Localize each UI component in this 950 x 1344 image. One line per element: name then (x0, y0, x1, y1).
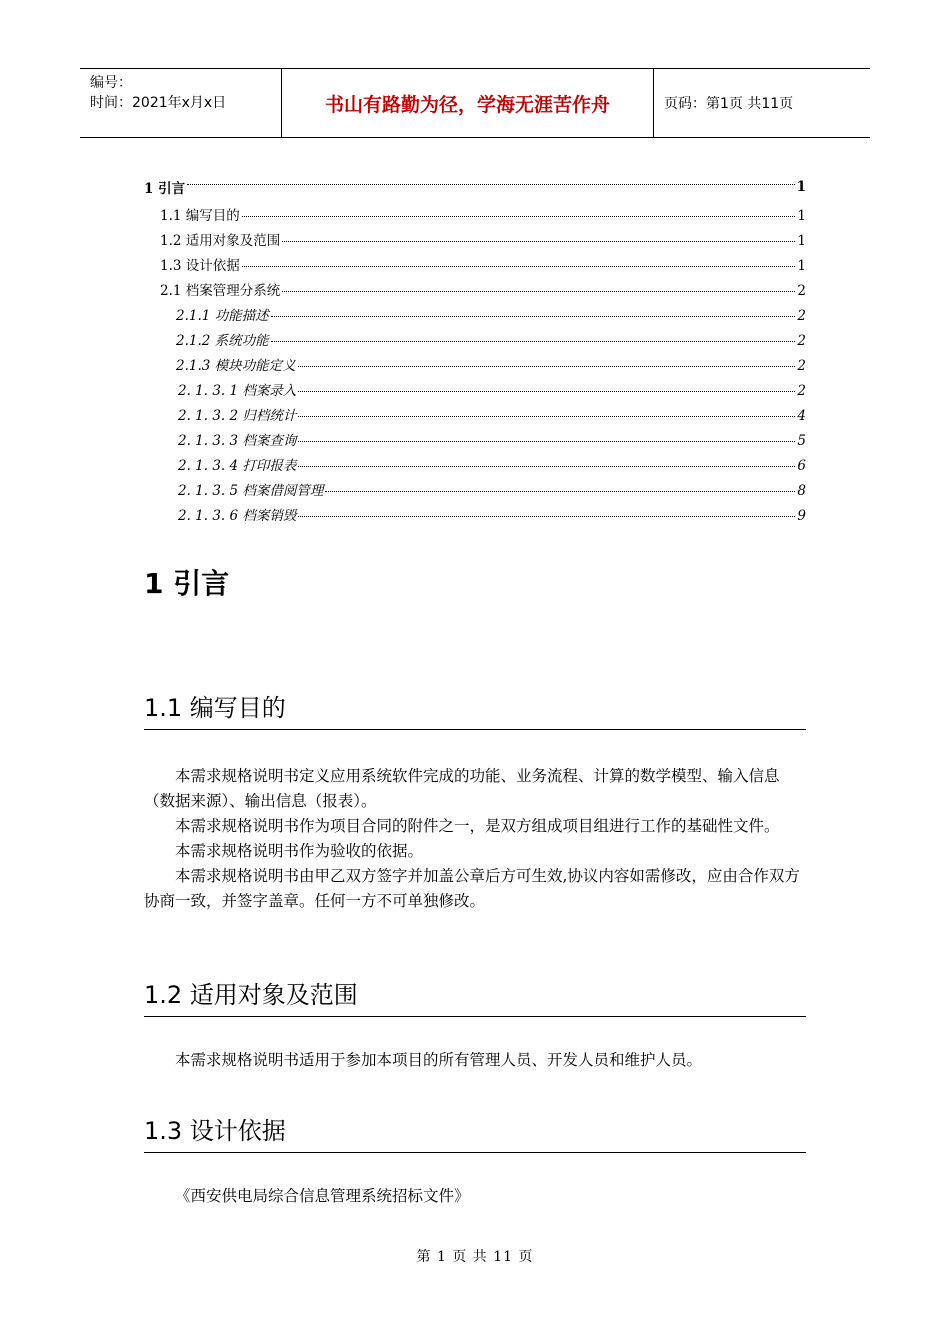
toc-leader-dots (242, 266, 796, 267)
toc-leader-dots (242, 216, 796, 217)
toc-entry[interactable] (144, 504, 806, 529)
toc-entry[interactable] (144, 279, 806, 304)
toc-entry-title: 1.3 设计依据 (160, 258, 240, 274)
toc-entry-page: 8 (797, 483, 806, 499)
toc-leader-dots (271, 341, 796, 342)
header-page-info: 页码：第1页 共11页 (664, 96, 794, 112)
toc-entry-page: 1 (797, 208, 806, 224)
toc-leader-dots (271, 316, 796, 317)
section-heading-1: 1 引言 (144, 567, 230, 600)
paragraph: 本需求规格说明书作为验收的依据。 (175, 842, 424, 860)
section-1-3-body (144, 1184, 806, 1209)
toc-entry[interactable] (144, 454, 806, 479)
toc-entry-page: 9 (797, 508, 806, 524)
toc-entry-page: 2 (797, 383, 806, 399)
toc-entry-title: 2. 1. 3. 4 打印报表 (178, 458, 297, 474)
page-footer: 第 1 页 共 11 页 (416, 1249, 534, 1265)
toc-entry-page: 1 (796, 179, 806, 195)
toc-entry[interactable] (144, 429, 806, 454)
toc-entry[interactable] (144, 204, 806, 229)
section-1-1-body (144, 764, 806, 914)
toc-entry[interactable] (144, 254, 806, 279)
toc-entry-page: 1 (797, 258, 806, 274)
time-label: 时间：2021年x月x日 (90, 95, 227, 111)
toc-entry-page: 1 (797, 233, 806, 249)
toc-leader-dots (298, 516, 795, 517)
toc-entry-page: 2 (797, 333, 806, 349)
paragraph: 本需求规格说明书作为项目合同的附件之一，是双方组成项目组进行工作的基础性文件。 (175, 817, 780, 835)
toc-entry-title: 2. 1. 3. 6 档案销毁 (178, 508, 297, 524)
toc-entry-title: 2. 1. 3. 3 档案查询 (178, 433, 297, 449)
toc-leader-dots (298, 416, 795, 417)
toc-entry[interactable] (144, 479, 806, 504)
toc-entry[interactable] (144, 354, 806, 379)
toc-leader-dots (298, 391, 795, 392)
toc-entry-title: 1 引言 (144, 181, 186, 197)
toc-entry-page: 2 (797, 358, 806, 374)
toc-entry-title: 2. 1. 3. 2 归档统计 (178, 408, 297, 424)
toc-entry-title: 1.1 编写目的 (160, 208, 240, 224)
toc-leader-dots (282, 291, 795, 292)
toc-leader-dots (298, 366, 796, 367)
toc-leader-dots (298, 441, 795, 442)
toc-entry-title: 2.1.3 模块功能定义 (176, 358, 296, 374)
section-1-2-body (144, 1048, 806, 1073)
number-label: 编号： (90, 75, 132, 91)
toc-entry-title: 2.1.2 系统功能 (176, 333, 269, 349)
toc-entry-page: 2 (797, 283, 806, 299)
toc-leader-dots (187, 184, 795, 185)
paragraph: 本需求规格说明书适用于参加本项目的所有管理人员、开发人员和维护人员。 (175, 1051, 703, 1069)
toc-entry[interactable] (144, 404, 806, 429)
toc-entry[interactable] (144, 170, 806, 204)
toc-entry-page: 2 (797, 308, 806, 324)
toc-entry-page: 6 (797, 458, 806, 474)
toc-leader-dots (325, 491, 795, 492)
table-of-contents (144, 170, 806, 529)
header-meta (80, 69, 282, 137)
section-heading-1-3: 1.3 设计依据 (144, 1111, 806, 1153)
toc-entry[interactable] (144, 329, 806, 354)
section-heading-1-1: 1.1 编写目的 (144, 688, 806, 730)
toc-entry-page: 4 (797, 408, 806, 424)
toc-leader-dots (298, 466, 795, 467)
toc-entry-title: 2. 1. 3. 1 档案录入 (178, 383, 297, 399)
paragraph: 本需求规格说明书定义应用系统软件完成的功能、业务流程、计算的数学模型、输入信息（数据来源）、输出信息（报表）。 (144, 767, 780, 810)
toc-entry[interactable] (144, 229, 806, 254)
toc-entry[interactable] (144, 304, 806, 329)
toc-entry-title: 2. 1. 3. 5 档案借阅管理 (178, 483, 324, 499)
toc-leader-dots (282, 241, 795, 242)
toc-entry-title: 1.2 适用对象及范围 (160, 233, 281, 249)
header-motto: 书山有路勤为径，学海无涯苦作舟 (282, 69, 654, 137)
paragraph: 本需求规格说明书由甲乙双方签字并加盖公章后方可生效,协议内容如需修改，应由合作双方协商一致，并签字盖章。任何一方不可单独修改。 (144, 867, 800, 910)
toc-entry-page: 5 (797, 433, 806, 449)
toc-entry-title: 2.1.1 功能描述 (176, 308, 269, 324)
page-header (80, 68, 870, 138)
toc-entry[interactable] (144, 379, 806, 404)
section-heading-1-2: 1.2 适用对象及范围 (144, 975, 806, 1017)
toc-entry-title: 2.1 档案管理分系统 (160, 283, 281, 299)
paragraph: 《西安供电局综合信息管理系统招标文件》 (175, 1187, 470, 1205)
